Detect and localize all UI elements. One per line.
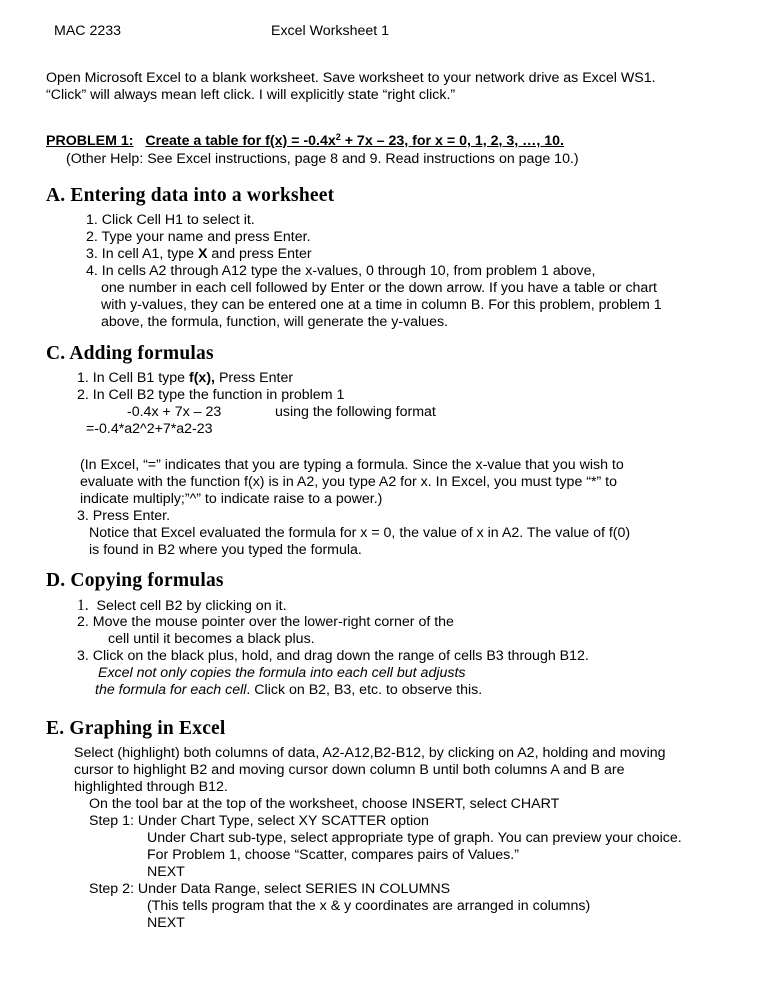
section-a-item-4-line-2: one number in each cell followed by Enter or the down arrow. If you have a table or chart (101, 280, 657, 296)
section-d-item-1: 1. Select cell B2 by clicking on it. (77, 597, 287, 614)
step-2-note: (This tells program that the x & y coordinates are arranged in columns) (147, 898, 591, 914)
intro-line-2: “Click” will always mean left click. I will explicitly state “right click.” (46, 87, 456, 103)
formula-note-line-3: indicate multiply;”^” to indicate raise to a power.) (80, 491, 383, 507)
section-a-item-3: 3. In cell A1, type X and press Enter (86, 246, 312, 262)
section-c-item-1: 1. In Cell B1 type f(x), Press Enter (77, 370, 294, 386)
section-d-item-3: 3. Click on the black plus, hold, and drag down the range of cells B3 through B12. (77, 648, 589, 664)
problem-label: PROBLEM 1: (46, 133, 134, 149)
section-a-heading: A. Entering data into a worksheet (46, 185, 335, 206)
copy-note-line-1: Excel not only copies the formula into each cell but adjusts (98, 665, 466, 681)
page-title: Excel Worksheet 1 (271, 23, 390, 39)
notice-line-2: is found in B2 where you typed the formula. (89, 542, 362, 558)
section-c-item-2: 2. In Cell B2 type the function in problem 1 (77, 387, 345, 403)
course-code: MAC 2233 (54, 23, 122, 39)
toolbar-instruction: On the tool bar at the top of the worksheet, choose INSERT, select CHART (89, 796, 560, 812)
function-note: using the following format (275, 404, 436, 420)
section-a-item-4-line-3: with y-values, they can be entered one at a time in column B. For this problem, problem 1 (101, 297, 662, 313)
excel-formula: =-0.4*a2^2+7*a2-23 (86, 421, 213, 437)
step-1-subtype: Under Chart sub-type, select appropriate type of graph. You can preview your choice. (147, 830, 682, 846)
section-d-heading: D. Copying formulas (46, 570, 224, 591)
section-e-paragraph-line-3: highlighted through B12. (74, 779, 228, 795)
step-2-next: NEXT (147, 915, 185, 931)
section-a-item-1: 1. Click Cell H1 to select it. (86, 212, 255, 228)
intro-line-1: Open Microsoft Excel to a blank worksheet. Save worksheet to your network drive as Excel WS1. (46, 70, 656, 86)
section-d-item-2-line-2: cell until it becomes a black plus. (108, 631, 315, 647)
section-a-item-4-line-1: 4. In cells A2 through A12 type the x-values, 0 through 10, from problem 1 above, (86, 263, 596, 279)
section-e-heading: E. Graphing in Excel (46, 718, 226, 739)
problem-formula: Create a table for $f(x) = -0.4x^2 + 7x - 23$, for x = 0, 1, 2, 3, …, 10. (145, 132, 564, 149)
step-1: Step 1: Under Chart Type, select XY SCATTER option (89, 813, 429, 829)
function-text: -0.4x + 7x – 23 (127, 404, 222, 420)
copy-note-line-2: the formula for each cell. Click on B2, B3, etc. to observe this. (95, 682, 483, 698)
problem-exponent: 2 (335, 132, 341, 142)
section-d-item-2-line-1: 2. Move the mouse pointer over the lower-right corner of the (77, 614, 454, 630)
step-1-next: NEXT (147, 864, 185, 880)
formula-note-line-1: (In Excel, “=” indicates that you are typing a formula. Since the x-value that you wish to (80, 457, 624, 473)
step-1-choice: For Problem 1, choose “Scatter, compares pairs of Values.” (147, 847, 519, 863)
problem-statement (46, 133, 564, 150)
section-c-heading: C. Adding formulas (46, 343, 214, 364)
step-2: Step 2: Under Data Range, select SERIES IN COLUMNS (89, 881, 451, 897)
problem-help: (Other Help: See Excel instructions, page 8 and 9. Read instructions on page 10.) (66, 151, 579, 167)
section-e-paragraph-line-2: cursor to highlight B2 and moving cursor down column B until both columns A and B are (74, 762, 625, 778)
section-a-item-4-line-4: above, the formula, function, will generate the y-values. (101, 314, 448, 330)
section-c-item-3: 3. Press Enter. (77, 508, 171, 524)
section-a-item-2: 2. Type your name and press Enter. (86, 229, 311, 245)
formula-note-line-2: evaluate with the function f(x) is in A2, you type A2 for x. In Excel, you must type “*” to (80, 474, 618, 490)
notice-line-1: Notice that Excel evaluated the formula for x = 0, the value of x in A2. The value of f(0) (89, 525, 631, 541)
section-e-paragraph-line-1: Select (highlight) both columns of data, A2-A12,B2-B12, by clicking on A2, holding and moving (74, 745, 666, 761)
